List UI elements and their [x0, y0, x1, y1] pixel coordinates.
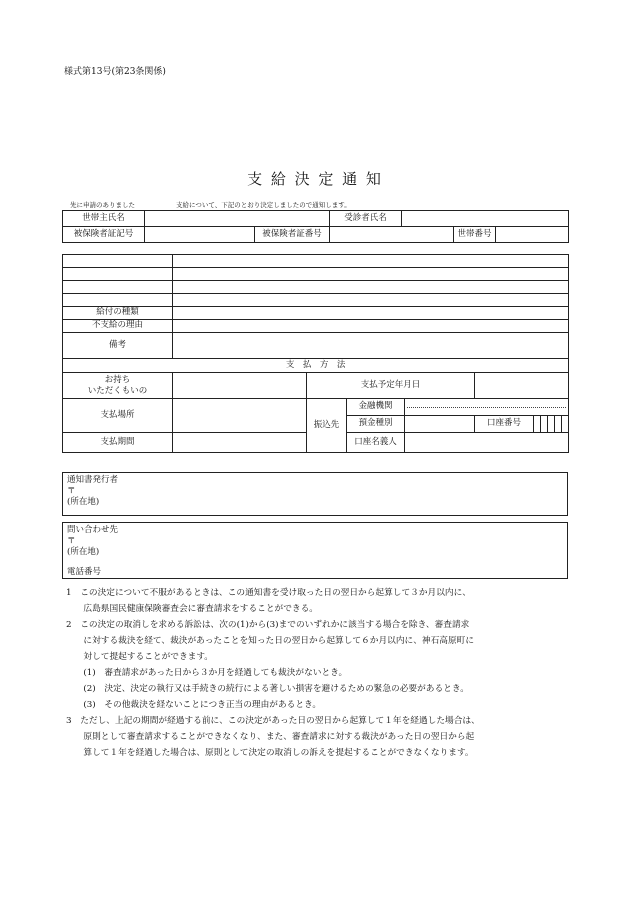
payment-table	[62, 358, 569, 453]
info-row-value[interactable]	[173, 281, 569, 294]
info-row-value[interactable]	[173, 268, 569, 281]
household-number-label: 世帯番号	[454, 227, 496, 243]
issuer-box	[62, 472, 568, 516]
benefit-type-label: 給付の種類	[63, 307, 173, 320]
note-line: 2 この決定の取消しを求める訴訟は、次の(1)から(3)までのいずれかに該当する場合を除き、審査請求	[66, 620, 470, 630]
non-payment-reason-label: 不支給の理由	[63, 320, 173, 333]
header-table	[62, 210, 569, 243]
info-row-label	[63, 268, 173, 281]
scheduled-date-value[interactable]	[475, 373, 569, 399]
issuer-address-label: (所在地)	[67, 497, 100, 507]
info-row-value[interactable]	[173, 294, 569, 307]
form-number: 様式第13号(第23条関係)	[64, 67, 166, 77]
payment-place-label: 支払場所	[63, 399, 173, 433]
inquiry-label: 問い合わせ先	[67, 525, 119, 535]
issuer-label: 通知書発行者	[67, 475, 119, 485]
intro-part1: 先に申請のありました	[70, 201, 135, 209]
info-row-label	[63, 294, 173, 307]
account-number-label: 口座番号	[475, 416, 534, 433]
deposit-type-value[interactable]	[405, 416, 475, 433]
deposit-type-label: 預金種別	[347, 416, 405, 433]
insured-card-number-value[interactable]	[330, 227, 454, 243]
account-number-digit[interactable]	[562, 416, 569, 433]
financial-institution-value[interactable]	[405, 399, 569, 416]
note-line: 算して１年を経過した場合は、原則として決定の取消しの訴えを提起することができなくなります。	[66, 748, 474, 758]
payment-method-title: 支 払 方 法	[63, 359, 569, 373]
insured-card-symbol-value[interactable]	[145, 227, 255, 243]
info-row-label	[63, 281, 173, 294]
note-line: 3 ただし、上記の期間が経過する前に、この決定があった日の翌日から起算して１年を経過した場合は、	[66, 716, 480, 726]
bring-items-value[interactable]	[173, 373, 307, 399]
account-number-digit[interactable]	[541, 416, 548, 433]
bring-items-label: お持ち いただくもいの	[63, 373, 173, 399]
patient-name-label: 受診者氏名	[330, 211, 402, 227]
note-line: に対する裁決を経て、裁決があったことを知った日の翌日から起算して６か月以内に、神石高原町に	[66, 636, 475, 646]
insured-card-number-label: 被保険者証番号	[255, 227, 330, 243]
payment-place-value[interactable]	[173, 399, 307, 433]
patient-name-value[interactable]	[402, 211, 569, 227]
transfer-to-label: 振込先	[307, 399, 347, 453]
account-number-digit[interactable]	[555, 416, 562, 433]
intro-part2: 支給について、下記のとおり決定しましたので通知します。	[176, 201, 351, 209]
insured-card-symbol-label: 被保険者証記号	[63, 227, 145, 243]
inquiry-address-label: (所在地)	[67, 547, 100, 557]
remarks-value[interactable]	[173, 333, 569, 359]
account-number-digit[interactable]	[548, 416, 555, 433]
householder-name-value[interactable]	[145, 211, 330, 227]
householder-name-label: 世帯主氏名	[63, 211, 145, 227]
inquiry-phone-label: 電話番号	[67, 567, 102, 577]
note-line: 1 この決定について不服があるときは、この通知書を受け取った日の翌日から起算して３か月以内に、	[66, 588, 471, 598]
benefit-type-value[interactable]	[173, 307, 569, 320]
account-holder-value[interactable]	[405, 433, 569, 453]
note-line: 原則として審査請求することができなくなり、また、審査請求に対する裁決があった日の翌日から起	[66, 732, 475, 742]
inquiry-box	[62, 522, 568, 579]
info-row-label	[63, 255, 173, 268]
note-line: (3) その他裁決を経ないことにつき正当の理由があるとき。	[66, 700, 322, 710]
household-number-value[interactable]	[496, 227, 569, 243]
account-number-digit[interactable]	[534, 416, 541, 433]
remarks-label: 備考	[63, 333, 173, 359]
info-row-value[interactable]	[173, 255, 569, 268]
financial-institution-label: 金融機関	[347, 399, 405, 416]
note-line: 対して提起することができます。	[66, 652, 213, 662]
payment-period-label: 支払期間	[63, 433, 173, 453]
note-line: (1) 審査請求があった日から３か月を経過しても裁決がないとき。	[66, 668, 348, 678]
inquiry-postal-mark: 〒	[67, 536, 76, 546]
note-line: 広島県国民健康保険審査会に審査請求をすることができる。	[66, 604, 318, 614]
non-payment-reason-value[interactable]	[173, 320, 569, 333]
page-title: 支 給 決 定 通 知	[247, 170, 383, 188]
account-holder-label: 口座名義人	[347, 433, 405, 453]
info-table	[62, 254, 569, 359]
payment-period-value[interactable]	[173, 433, 307, 453]
issuer-postal-mark: 〒	[67, 486, 76, 496]
note-line: (2) 決定、決定の執行又は手続きの続行による著しい損害を避けるための緊急の必要があるとき。	[66, 684, 469, 694]
scheduled-date-label: 支払予定年月日	[307, 373, 475, 399]
